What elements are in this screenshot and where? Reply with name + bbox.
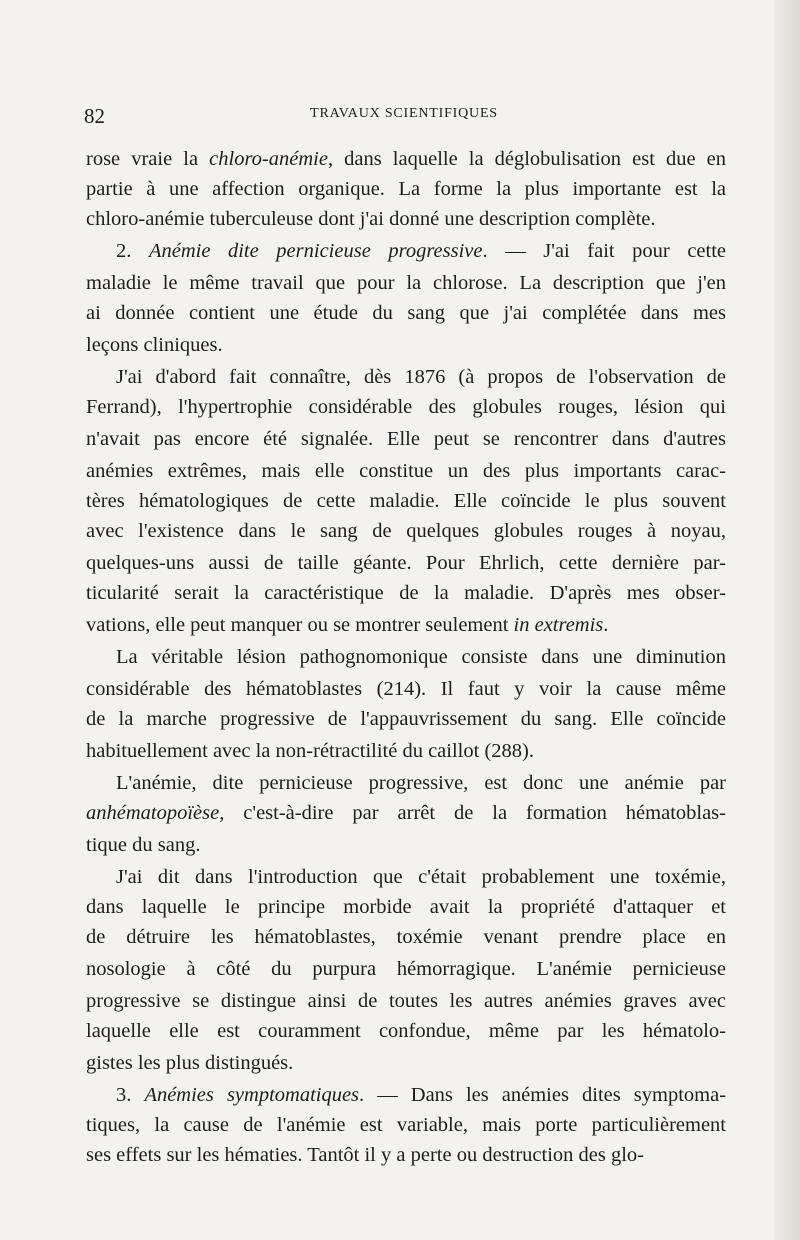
text-run: habituellement avec la non-rétractilité du caillot (288). (86, 740, 534, 762)
text-run: . — Dans les anémies dites symptoma- (359, 1084, 727, 1106)
text-line (86, 892, 726, 922)
italic-term: anhématopoïèse (86, 802, 220, 824)
text-run: 3. (116, 1084, 145, 1106)
text-run: anémies extrêmes, mais elle constitue un des plus importants carac- (86, 460, 726, 482)
text-run: ai donnée contient une étude du sang que j'ai complétée dans mes (86, 302, 726, 324)
text-run: , dans laquelle la déglobulisation est due en (327, 148, 726, 170)
text-line (86, 204, 726, 234)
text-run: J'ai dit dans l'introduction que c'était probablement une toxémie, (116, 866, 726, 888)
text-line (86, 798, 726, 828)
text-line (86, 298, 726, 328)
text-run: tique du sang. (86, 834, 201, 856)
text-run: maladie le même travail que pour la chlorose. La description que j'en (86, 272, 726, 294)
text-run: 2. (116, 240, 149, 262)
text-line (116, 236, 726, 266)
text-line (86, 144, 726, 174)
text-run: rose vraie la (86, 148, 210, 170)
text-line (116, 862, 726, 892)
text-line (86, 922, 726, 952)
text-run: laquelle elle est couramment confondue, même par les hématolo- (86, 1020, 726, 1042)
text-run: L'anémie, dite pernicieuse progressive, est donc une anémie par (116, 772, 726, 794)
text-line (86, 516, 726, 546)
text-run: gistes les plus distingués. (86, 1052, 294, 1074)
text-line (86, 392, 726, 422)
text-line (116, 362, 726, 392)
text-line (116, 768, 726, 798)
italic-term: chloro-anémie (209, 148, 328, 170)
text-line (86, 456, 726, 486)
text-line (116, 1080, 726, 1110)
text-run: chloro-anémie tuberculeuse dont j'ai donné une description complète. (86, 208, 656, 230)
text-run: progressive se distingue ainsi de toutes les autres anémies graves avec (86, 990, 726, 1012)
page-edge-shadow (774, 0, 800, 1240)
text-run: Ferrand), l'hypertrophie considérable des globules rouges, lésion qui (86, 396, 726, 418)
text-line (86, 704, 726, 734)
text-line (86, 830, 726, 860)
text-line (86, 1140, 726, 1170)
italic-term: Anémie dite pernicieuse progressive (148, 240, 483, 262)
italic-term: in extremis (513, 614, 604, 636)
italic-term: Anémies symptomatiques (144, 1084, 360, 1106)
text-line (116, 642, 726, 672)
text-line (86, 330, 726, 360)
text-line (86, 548, 726, 578)
text-line (86, 610, 726, 640)
text-run: tères hématologiques de cette maladie. Elle coïncide le plus souvent (86, 490, 726, 512)
text-run: . (603, 614, 609, 636)
text-run: de la marche progressive de l'appauvrissement du sang. Elle coïncide (86, 708, 726, 730)
running-head: TRAVAUX SCIENTIFIQUES (310, 106, 498, 121)
text-line (86, 578, 726, 608)
text-run: . — J'ai fait pour cette (482, 240, 727, 262)
text-run: considérable des hématoblastes (214). Il faut y voir la cause même (86, 678, 726, 700)
text-run: leçons cliniques. (86, 334, 223, 356)
text-line (86, 174, 726, 204)
text-run: nosologie à côté du purpura hémorragique. L'anémie pernicieuse (86, 958, 726, 980)
text-line (86, 1110, 726, 1140)
text-run: dans laquelle le principe morbide avait la propriété d'attaquer et (86, 896, 726, 918)
text-line (86, 736, 726, 766)
text-line (86, 1048, 726, 1078)
page-number: 82 (84, 104, 105, 128)
text-run: J'ai d'abord fait connaître, dès 1876 (à propos de l'observation de (116, 366, 726, 388)
text-run: de détruire les hématoblastes, toxémie venant prendre place en (86, 926, 726, 948)
text-run: , c'est-à-dire par arrêt de la formation hématoblas- (219, 802, 726, 824)
text-line (86, 1016, 726, 1046)
text-run: vations, elle peut manquer ou se montrer seulement (86, 614, 514, 636)
text-line (86, 424, 726, 454)
text-run: n'avait pas encore été signalée. Elle peut se rencontrer dans d'autres (86, 428, 726, 450)
text-line (86, 268, 726, 298)
text-run: La véritable lésion pathognomonique consiste dans une diminution (116, 646, 726, 668)
text-line (86, 486, 726, 516)
text-run: ticularité serait la caractéristique de la maladie. D'après mes obser- (86, 582, 726, 604)
page-header (84, 104, 724, 128)
text-run: ses effets sur les hématies. Tantôt il y a perte ou destruction des glo- (86, 1144, 645, 1166)
text-run: quelques-uns aussi de taille géante. Pour Ehrlich, cette dernière par- (86, 552, 726, 574)
text-run: partie à une affection organique. La forme la plus importante est la (86, 178, 726, 200)
text-run: avec l'existence dans le sang de quelques globules rouges à noyau, (86, 520, 726, 542)
text-run: tiques, la cause de l'anémie est variable, mais porte particulièrement (86, 1114, 726, 1136)
text-line (86, 674, 726, 704)
text-line (86, 986, 726, 1016)
text-line (86, 954, 726, 984)
